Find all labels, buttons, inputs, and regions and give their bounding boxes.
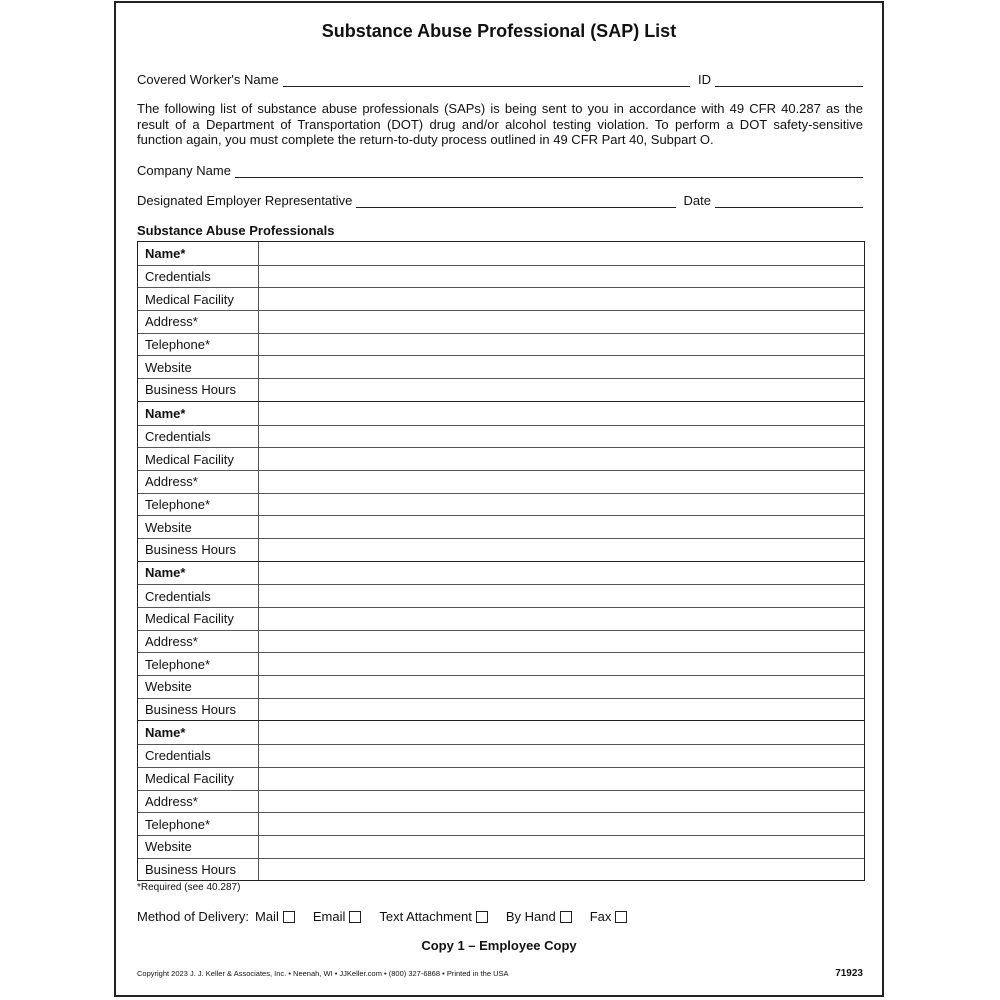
credentials-cell[interactable] [259, 266, 864, 288]
table-row [138, 790, 864, 813]
delivery-option-text[interactable] [379, 909, 488, 924]
der-label: Designated Employer Representative [137, 193, 353, 208]
copyright-footer: Copyright 2023 J. J. Keller & Associates, Inc. • Neenah, WI • JJKeller.com • (800) 327-6868 • Printed in the USA [137, 969, 509, 978]
row-label: Telephone* [138, 494, 259, 516]
checkbox[interactable] [283, 911, 295, 923]
table-row [138, 812, 864, 835]
id-field[interactable] [715, 74, 863, 87]
row-label: Telephone* [138, 813, 259, 835]
row-label: Medical Facility [138, 768, 259, 790]
table-row [138, 493, 864, 516]
telephone-cell[interactable] [259, 334, 864, 356]
row-label: Website [138, 356, 259, 378]
sap-entry [138, 242, 864, 401]
row-label: Medical Facility [138, 448, 259, 470]
facility-cell[interactable] [259, 448, 864, 470]
form-page [114, 1, 884, 997]
row-label: Name* [138, 402, 259, 425]
hours-cell[interactable] [259, 539, 864, 561]
website-cell[interactable] [259, 516, 864, 538]
row-label: Credentials [138, 426, 259, 448]
credentials-cell[interactable] [259, 426, 864, 448]
row-label: Telephone* [138, 653, 259, 675]
row-label: Credentials [138, 266, 259, 288]
checkbox[interactable] [560, 911, 572, 923]
delivery-option-hand[interactable] [506, 909, 572, 924]
company-row [137, 160, 863, 178]
worker-name-field[interactable] [283, 74, 690, 87]
telephone-cell[interactable] [259, 653, 864, 675]
table-row [138, 767, 864, 790]
facility-cell[interactable] [259, 288, 864, 310]
company-label: Company Name [137, 163, 231, 178]
form-title: Substance Abuse Professional (SAP) List [321, 21, 677, 41]
name-cell[interactable] [259, 562, 864, 585]
table-row [138, 378, 864, 401]
telephone-cell[interactable] [259, 813, 864, 835]
delivery-label: Method of Delivery: [137, 909, 249, 924]
table-row [138, 265, 864, 288]
table-row [138, 287, 864, 310]
checkbox[interactable] [476, 911, 488, 923]
row-label: Telephone* [138, 334, 259, 356]
website-cell[interactable] [259, 676, 864, 698]
sap-table [137, 241, 865, 881]
option-label: Fax [589, 909, 612, 924]
row-label: Medical Facility [138, 288, 259, 310]
worker-name-row [137, 69, 863, 87]
address-cell[interactable] [259, 631, 864, 653]
table-row [138, 333, 864, 356]
required-note: *Required (see 40.287) [137, 882, 241, 893]
copy-label: Copy 1 – Employee Copy [421, 938, 577, 953]
checkbox[interactable] [615, 911, 627, 923]
address-cell[interactable] [259, 471, 864, 493]
website-cell[interactable] [259, 836, 864, 858]
checkbox[interactable] [349, 911, 361, 923]
row-label: Name* [138, 562, 259, 585]
row-label: Address* [138, 471, 259, 493]
sap-entry [138, 561, 864, 721]
section-heading: Substance Abuse Professionals [137, 223, 335, 238]
name-cell[interactable] [259, 402, 864, 425]
sap-entry [138, 720, 864, 880]
row-label: Medical Facility [138, 608, 259, 630]
row-label: Website [138, 836, 259, 858]
row-label: Business Hours [138, 379, 259, 401]
table-row [138, 721, 864, 744]
option-label: Text Attachment [379, 909, 472, 924]
row-label: Business Hours [138, 859, 259, 881]
sap-entry [138, 401, 864, 561]
row-label: Name* [138, 242, 259, 265]
table-row [138, 470, 864, 493]
row-label: Credentials [138, 585, 259, 607]
website-cell[interactable] [259, 356, 864, 378]
table-row [138, 584, 864, 607]
row-label: Name* [138, 721, 259, 744]
table-row [138, 607, 864, 630]
name-cell[interactable] [259, 242, 864, 265]
option-label: Email [312, 909, 346, 924]
der-field[interactable] [356, 195, 675, 208]
row-label: Business Hours [138, 539, 259, 561]
hours-cell[interactable] [259, 379, 864, 401]
hours-cell[interactable] [259, 859, 864, 881]
option-label: Mail [255, 909, 279, 924]
worker-name-label: Covered Worker's Name [137, 72, 279, 87]
credentials-cell[interactable] [259, 745, 864, 767]
table-row [138, 858, 864, 881]
table-row [138, 355, 864, 378]
address-cell[interactable] [259, 311, 864, 333]
table-row [138, 447, 864, 470]
date-label: Date [683, 193, 711, 208]
table-row [138, 675, 864, 698]
form-number: 71923 [835, 968, 863, 979]
row-label: Website [138, 676, 259, 698]
table-row [138, 242, 864, 265]
der-row [137, 190, 863, 208]
company-field[interactable] [235, 165, 863, 178]
table-row [138, 515, 864, 538]
facility-cell[interactable] [259, 768, 864, 790]
hours-cell[interactable] [259, 699, 864, 721]
table-row [138, 425, 864, 448]
delivery-option-email[interactable] [313, 909, 362, 924]
name-cell[interactable] [259, 721, 864, 744]
date-field[interactable] [715, 195, 863, 208]
option-label: By Hand [505, 909, 556, 924]
row-label: Address* [138, 791, 259, 813]
table-row [138, 835, 864, 858]
table-row [138, 744, 864, 767]
row-label: Address* [138, 311, 259, 333]
table-row [138, 630, 864, 653]
row-label: Business Hours [138, 699, 259, 721]
facility-cell[interactable] [259, 608, 864, 630]
table-row [138, 562, 864, 585]
intro-paragraph: The following list of substance abuse professionals (SAPs) is being sent to you in accordance with 49 CFR 40.287 as the result of a Department of Transportation (DOT) drug and/or alcohol testing violation. To perform a DOT safety-sensitive function again, you must complete the return-to-duty process outlined in 49 CFR Part 40, Subpart O. [137, 101, 863, 147]
table-row [138, 538, 864, 561]
address-cell[interactable] [259, 791, 864, 813]
row-label: Credentials [138, 745, 259, 767]
table-row [138, 402, 864, 425]
delivery-option-fax[interactable] [590, 909, 628, 924]
table-row [138, 698, 864, 721]
table-row [138, 310, 864, 333]
row-label: Address* [138, 631, 259, 653]
delivery-option-mail[interactable] [255, 909, 295, 924]
telephone-cell[interactable] [259, 494, 864, 516]
row-label: Website [138, 516, 259, 538]
id-label: ID [698, 72, 711, 87]
delivery-row [137, 909, 639, 924]
table-row [138, 652, 864, 675]
credentials-cell[interactable] [259, 585, 864, 607]
